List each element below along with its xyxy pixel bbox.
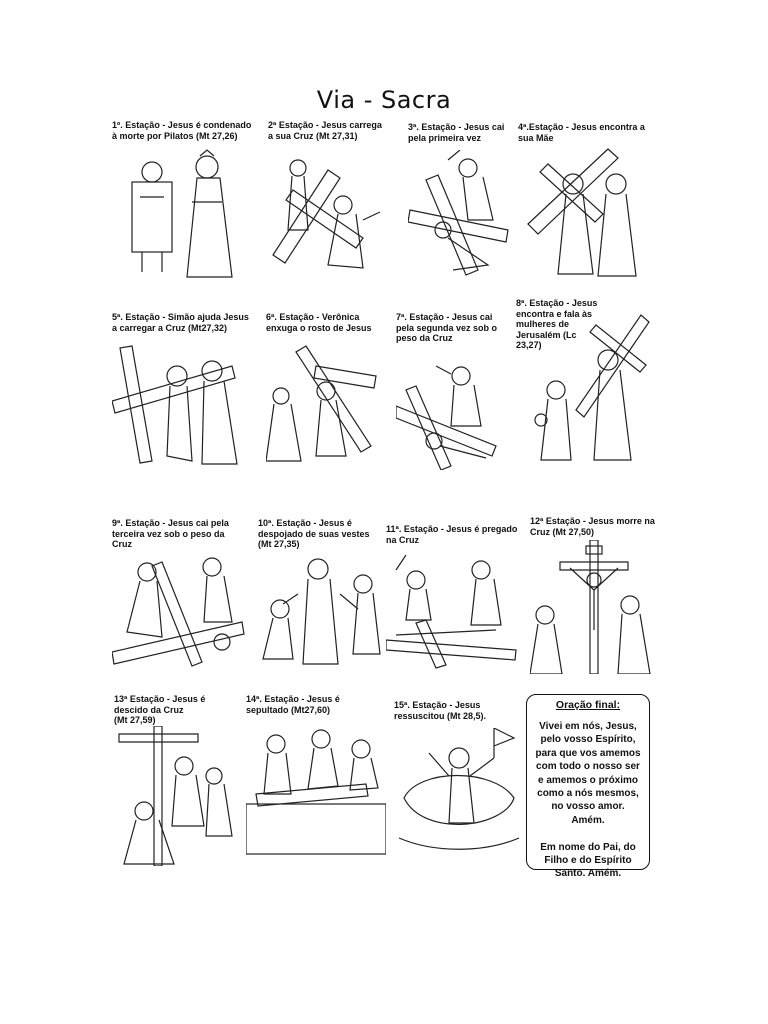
burial-illustration <box>246 724 386 864</box>
station-15 <box>394 700 524 866</box>
descent-illustration <box>114 726 238 866</box>
crucifixion-illustration <box>530 540 655 674</box>
station-caption: 14ª. Estação - Jesus é sepultado (Mt27,60) <box>246 694 340 715</box>
station-4 <box>518 122 648 282</box>
page-title: Via - Sacra <box>316 86 452 114</box>
station-2 <box>268 120 388 285</box>
simon-helps-illustration <box>112 336 252 470</box>
station-caption: 8ª. Estação - Jesus encontra e fala às mulheres de Jerusalém (Lc 23,27) <box>516 298 598 350</box>
meets-mother-illustration <box>518 144 648 280</box>
resurrection-illustration <box>394 728 524 864</box>
station-caption: 1º. Estação - Jesus é condenado à morte por Pilatos (Mt 27,26) <box>112 120 252 141</box>
station-14 <box>246 694 386 866</box>
station-3 <box>408 122 523 282</box>
condemnation-illustration <box>112 142 252 282</box>
station-1 <box>112 120 252 285</box>
first-fall-illustration <box>408 150 523 280</box>
station-13 <box>114 694 238 866</box>
station-caption: 15ª. Estação - Jesus ressuscitou (Mt 28,5). <box>394 700 487 721</box>
carrying-cross-illustration <box>268 150 388 282</box>
station-caption: 2ª Estação - Jesus carrega a sua Cruz (Mt 27,31) <box>268 120 382 141</box>
prayer-text: Vivei em nós, Jesus, pelo vosso Espírito, para que vos amemos com todo o nosso ser e amemos o próximo como a nós mesmos, no vosso amor. Amém. Em nome do Pai, do Filho e do Espírito Santo. Amém. <box>535 721 641 880</box>
nailed-illustration <box>386 550 521 670</box>
second-fall-illustration <box>396 346 521 470</box>
veronica-illustration <box>266 336 386 470</box>
station-7 <box>396 312 521 472</box>
stripped-illustration <box>258 554 383 668</box>
station-caption: 9ª. Estação - Jesus cai pela terceira vez sob o peso da Cruz <box>112 518 229 549</box>
station-5 <box>112 312 252 472</box>
station-12 <box>530 516 655 676</box>
station-caption: 7ª. Estação - Jesus cai pela segunda vez sob o peso da Cruz <box>396 312 498 343</box>
station-caption: 3ª. Estação - Jesus cai pela primeira vez <box>408 122 505 143</box>
station-caption: 6ª. Estação - Verônica enxuga o rosto de Jesus <box>266 312 372 333</box>
station-caption: 13ª Estação - Jesus é descido da Cruz (Mt 27,59) <box>114 694 206 725</box>
third-fall-illustration <box>112 552 252 668</box>
station-10 <box>258 518 383 670</box>
station-caption: 5ª. Estação - Simão ajuda Jesus a carregar a Cruz (Mt27,32) <box>112 312 249 333</box>
station-caption: 4ª.Estação - Jesus encontra a sua Mãe <box>518 122 645 143</box>
station-caption: 10ª. Estação - Jesus é despojado de suas vestes (Mt 27,35) <box>258 518 370 549</box>
station-11 <box>386 524 521 670</box>
station-caption: 11ª. Estação - Jesus é pregado na Cruz <box>386 524 518 545</box>
station-9 <box>112 518 252 670</box>
women-jerusalem-illustration <box>516 310 651 464</box>
station-6 <box>266 312 386 472</box>
station-8 <box>516 298 651 466</box>
station-caption: 12ª Estação - Jesus morre na Cruz (Mt 27,50) <box>530 516 655 537</box>
final-prayer-box <box>526 694 650 880</box>
prayer-heading: Oração final: <box>555 699 621 711</box>
